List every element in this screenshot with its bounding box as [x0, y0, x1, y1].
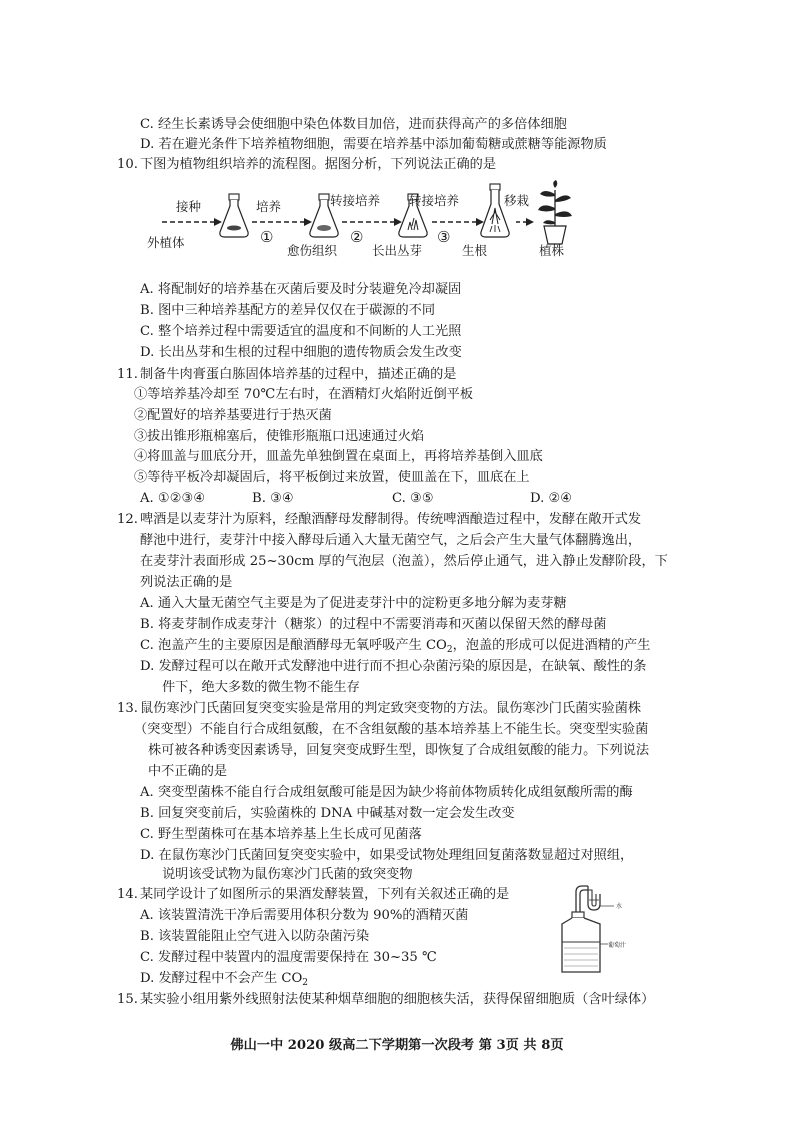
- q12-option-a: A. 通入大量无菌空气主要是为了促进麦芽汁中的淀粉更多地分解为麦芽糖: [140, 596, 567, 611]
- marker-3: ③: [437, 228, 451, 246]
- step-label-transfer-2: 转接培养: [409, 193, 460, 208]
- q13-option-d-line-2: 说明该受试物为鼠伤寒沙门氏菌的致突变物: [162, 867, 413, 882]
- q13-option-a: A. 突变型菌株不能自行合成组氨酸可能是因为缺少将前体物质转化成组氨酸所需的酶: [140, 785, 633, 800]
- q12-option-d-line-2: 件下，绝大多数的微生物不能生存: [162, 680, 360, 695]
- q11-statement-2: ②配置好的培养基要进行于热灭菌: [134, 408, 332, 423]
- q11-option-b: B. ③④: [252, 491, 294, 506]
- step-label-inoculate: 接种: [176, 199, 202, 214]
- question-number: 11.: [117, 367, 138, 382]
- q10-option-d: D. 长出丛芽和生根的过程中细胞的遗传物质会发生改变: [140, 345, 462, 360]
- question-number: 12.: [117, 512, 138, 527]
- q13-option-c: C. 野生型菌株可在基本培养基上生长成可见菌落: [140, 827, 422, 842]
- label-callus: 愈伤组织: [287, 243, 338, 258]
- q9-option-d: D. 若在避光条件下培养植物细胞，需要在培养基中添加葡萄糖或蔗糖等能源物质: [140, 137, 607, 152]
- label-rooting: 生根: [462, 243, 488, 258]
- q13-option-d-line-1: D. 在鼠伤寒沙门氏菌回复突变实验中，如果受试物处理组回复菌落数显超过对照组，: [140, 848, 634, 863]
- q11-statement-3: ③拔出锥形瓶棉塞后，使锥形瓶瓶口迅速通过火焰: [134, 429, 425, 444]
- q11-option-c: C. ③⑤: [392, 491, 434, 506]
- q14-option-a: A. 该装置清洗干净后需要用体积分数为 90%的酒精灭菌: [140, 908, 469, 923]
- q11-option-d: D. ②④: [530, 491, 573, 506]
- q12-option-b: B. 将麦芽制作成麦芽汁（糖浆）的过程中不需要消毒和灭菌以保留天然的酵母菌: [140, 617, 607, 632]
- label-explant: 外植体: [147, 235, 185, 250]
- question-number: 15.: [117, 992, 138, 1007]
- q13-stem-line-4: 中不正确的是: [148, 764, 228, 779]
- label-bud-cluster: 长出丛芽: [372, 243, 423, 258]
- question-stem: 制备牛肉膏蛋白胨固体培养基的过程中，描述正确的是: [140, 367, 457, 382]
- q11-statement-1: ①等培养基冷却至 70℃左右时，在酒精灯火焰附近倒平板: [134, 387, 474, 402]
- question-number: 10.: [117, 157, 138, 172]
- label-plant: 植株: [539, 243, 565, 258]
- question-stem: 某同学设计了如图所示的果酒发酵装置，下列有关叙述正确的是: [140, 887, 510, 902]
- q10-option-b: B. 图中三种培养基配方的差异仅仅在于碳源的不同: [140, 303, 436, 318]
- q11-option-a: A. ①②③④: [140, 491, 206, 506]
- q13-option-b: B. 回复突变前后，实验菌株的 DNA 中碱基对数一定会发生改变: [140, 806, 515, 821]
- q10-option-c: C. 整个培养过程中需要适宜的温度和不间断的人工光照: [140, 324, 462, 339]
- q12-stem-line-3: 在麦芽汁表面形成 25~30cm 厚的气泡层（泡盖），然后停止通气，进入静止发酵阶段，下: [140, 554, 668, 569]
- q15-stem-line-1: 某实验小组用紫外线照射法使某种烟草细胞的细胞核失活，获得保留细胞质（含叶绿体）: [140, 992, 655, 1007]
- q12-stem-line-1: 啤酒是以麦芽汁为原料，经酿酒酵母发酵制得。传统啤酒酿造过程中，发酵在敞开式发: [140, 512, 642, 527]
- q10-option-a: A. 将配制好的培养基在灭菌后要及时分装避免冷却凝固: [140, 282, 462, 297]
- label-water: 水: [616, 903, 623, 910]
- question-number: 14.: [117, 887, 138, 902]
- q13-stem-line-3: 株可被各种诱变因素诱导，回复突变成野生型，即恢复了合成组氨酸的能力。下列说法: [148, 743, 650, 758]
- marker-2: ②: [350, 228, 364, 246]
- tissue-culture-flow-diagram: [140, 180, 580, 270]
- q13-stem-line-2: （突变型）不能自行合成组氨酸，在不含组氨酸的基本培养基上不能生长。突变型实验菌: [134, 722, 649, 737]
- step-label-transplant: 移栽: [504, 193, 530, 208]
- marker-1: ①: [260, 228, 274, 246]
- q13-stem-line-1: 鼠伤寒沙门氏菌回复突变实验是常用的判定致突变物的方法。鼠伤寒沙门氏菌实验菌株: [140, 701, 642, 716]
- potted-plant-icon: [538, 180, 572, 244]
- q12-option-c: C. 泡盖产生的主要原因是酿酒酵母无氧呼吸产生 $CO_2$，泡盖的形成可以促进酒精的产生: [140, 638, 651, 655]
- step-label-transfer-1: 转接培养: [330, 193, 381, 208]
- question-number: 13.: [117, 701, 138, 716]
- q14-option-d: D. 发酵过程中不会产生 $CO_2$: [140, 971, 309, 988]
- q12-option-d-line-1: D. 发酵过程可以在敞开式发酵池中进行而不担心杂菌污染的原因是，在缺氧、酸性的条: [140, 659, 647, 674]
- q14-option-b: B. 该装置能阻止空气进入以防杂菌污染: [140, 929, 370, 944]
- q12-stem-line-2: 酵池中进行，麦芽汁中接入酵母后通入大量无菌空气，之后会产生大量气体翻腾逸出，: [140, 533, 642, 548]
- q9-option-c: C. 经生长素诱导会使细胞中染色体数目加倍，进而获得高产的多倍体细胞: [140, 117, 567, 132]
- culture-flask-1: [220, 194, 248, 237]
- label-grape-juice: 葡萄汁: [608, 942, 627, 949]
- page-footer: 佛山一中 2020 级高二下学期第一次段考 第 3页 共 8页: [230, 1038, 564, 1053]
- q11-statement-4: ④将皿盖与皿底分开，皿盖先单独倒置在桌面上，再将培养基倒入皿底: [134, 449, 543, 464]
- q12-stem-line-4: 列说法正确的是: [140, 575, 233, 590]
- step-label-culture: 培养: [256, 199, 282, 214]
- q11-statement-5: ⑤等待平板冷却凝固后，将平板倒过来放置，使皿盖在下，皿底在上: [134, 470, 530, 485]
- q14-option-c: C. 发酵过程中装置内的温度需要保持在 30~35 ℃: [140, 950, 437, 965]
- fermentation-apparatus-figure: [556, 884, 626, 976]
- question-stem: 下图为植物组织培养的流程图。据图分析，下列说法正确的是: [140, 157, 497, 172]
- culture-flask-4: [481, 184, 509, 237]
